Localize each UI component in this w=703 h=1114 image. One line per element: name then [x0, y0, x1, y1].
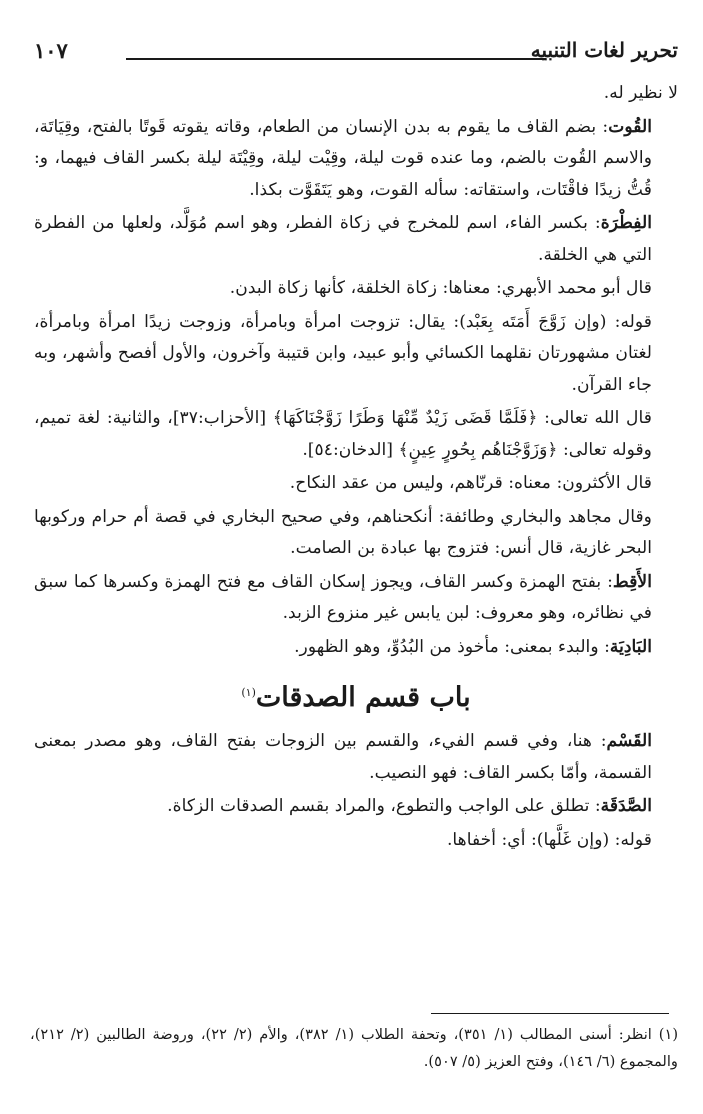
main-text [34, 78, 678, 858]
entry-term: القُوت [608, 116, 652, 137]
entry-text: : بفتح الهمزة وكسر القاف، ويجوز إسكان القاف مع فتح الهمزة وكسرها كما سبق في نظائره، وهو معروف: لبن يابس غير منزوع الزبد. [34, 571, 652, 623]
entry-qut [34, 112, 678, 207]
entry-text: : بضم القاف ما يقوم به بدن الإنسان من الطعام، وقاته يقوته قَوتًا بالفتح، وقِيَاتَة، والاسم القُوت بالضم، وما عنده قوت ليلة، وقِيْت ليلة، وقِيْتَة ليلة بكسر القاف فيهما، و: قُتُّ زيدًا فاقْتَات، واستقاته: سأله القوت، وهو يَتَقَوَّت بكذا. [34, 116, 652, 200]
section-title-text: باب قسم الصدقات [255, 682, 471, 713]
entry-fitra [34, 208, 678, 271]
footnote-rule [431, 1013, 669, 1014]
paragraph: قال الله تعالى: ﴿فَلَمَّا قَضَى زَيْدٌ مِّنْهَا وَطَرًا زَوَّجْنَاكَهَا﴾ [الأحزاب:٣٧]، والثانية: لغة تميم، وقوله تعالى: ﴿وَزَوَّجْنَاهُم بِحُورٍ عِينٍ﴾ [الدخان:٥٤]. [34, 408, 652, 460]
running-title: تحرير لغات التنبيه [530, 38, 678, 62]
page-header [34, 38, 678, 74]
paragraph: قوله: (وإن غَلَّها): أي: أخفاها. [446, 829, 652, 850]
entry-text: : هنا، وفي قسم الفيء، والقسم بين الزوجات بفتح القاف، وهو مصدر بمعنى القسمة، وأمّا بكسر القاف: فهو النصيب. [34, 731, 652, 783]
paragraph: قال الأكثرون: معناه: قرنّاهم، وليس من عقد النكاح. [289, 473, 652, 493]
paragraph: قوله: (وإن زَوَّجَ أَمَتَه بِعَبْد): يقال: تزوجت امرأة وبامرأة، وزوجت زيدًا امرأة وبامرأة، لغتان مشهورتان نقلهما الكسائي وأبو عبيد، وابن قتيبة وآخرون، والأول أفصح وأشهر، وبه جاء القرآن. [34, 311, 652, 395]
entry-text: : بكسر الفاء، اسم للمخرج في زكاة الفطر، وهو اسم مُوَلَّد، ولعلها من الفطرة التي هي الخلقة. [34, 213, 652, 265]
footnote: (١) انظر: أسنى المطالب (١/ ٣٥١)، وتحفة الطلاب (١/ ٣٨٢)، والأم (٢/ ٢٢)، وروضة الطالبين (٢/ ٢١٢)، والمجموع (٦/ ١٤٦)، وفتح العزيز (٥/ ٥٠٧). [30, 1026, 679, 1070]
entry-term: الصَّدَقَة [600, 796, 652, 816]
entry-text: : تطلق على الواجب والتطوع، والمراد بقسم الصدقات الزكاة. [167, 796, 601, 816]
footnote-marker: (١) [241, 686, 256, 699]
entry-term: البَادِيَة [609, 636, 652, 657]
entry-term: القَسْم [606, 731, 652, 751]
section-title [34, 673, 678, 718]
paragraph: قال أبو محمد الأبهري: معناها: زكاة الخلقة، كأنها زكاة البدن. [229, 278, 652, 298]
entry-aqit [34, 567, 678, 630]
entry-badiya [34, 632, 678, 664]
entry-qasm [34, 726, 678, 789]
paragraph: وقال مجاهد والبخاري وطائفة: أنكحناهم، وفي صحيح البخاري في قصة أم حرام وركوبها البحر غازية، قال أنس: فتزوج بها عبادة بن الصامت. [34, 506, 652, 558]
entry-term: الفِطْرَة [600, 213, 652, 233]
entry-sadaqa [34, 791, 678, 823]
entry-text: : والبدء بمعنى: مأخوذ من البُدُوِّ، وهو الظهور. [294, 636, 610, 657]
page-number: ١٠٧ [34, 38, 68, 63]
footnotes [30, 1021, 678, 1075]
entry-term: الأَقِط [612, 571, 652, 592]
paragraph: لا نظير له. [603, 83, 678, 103]
header-rule [126, 58, 546, 60]
